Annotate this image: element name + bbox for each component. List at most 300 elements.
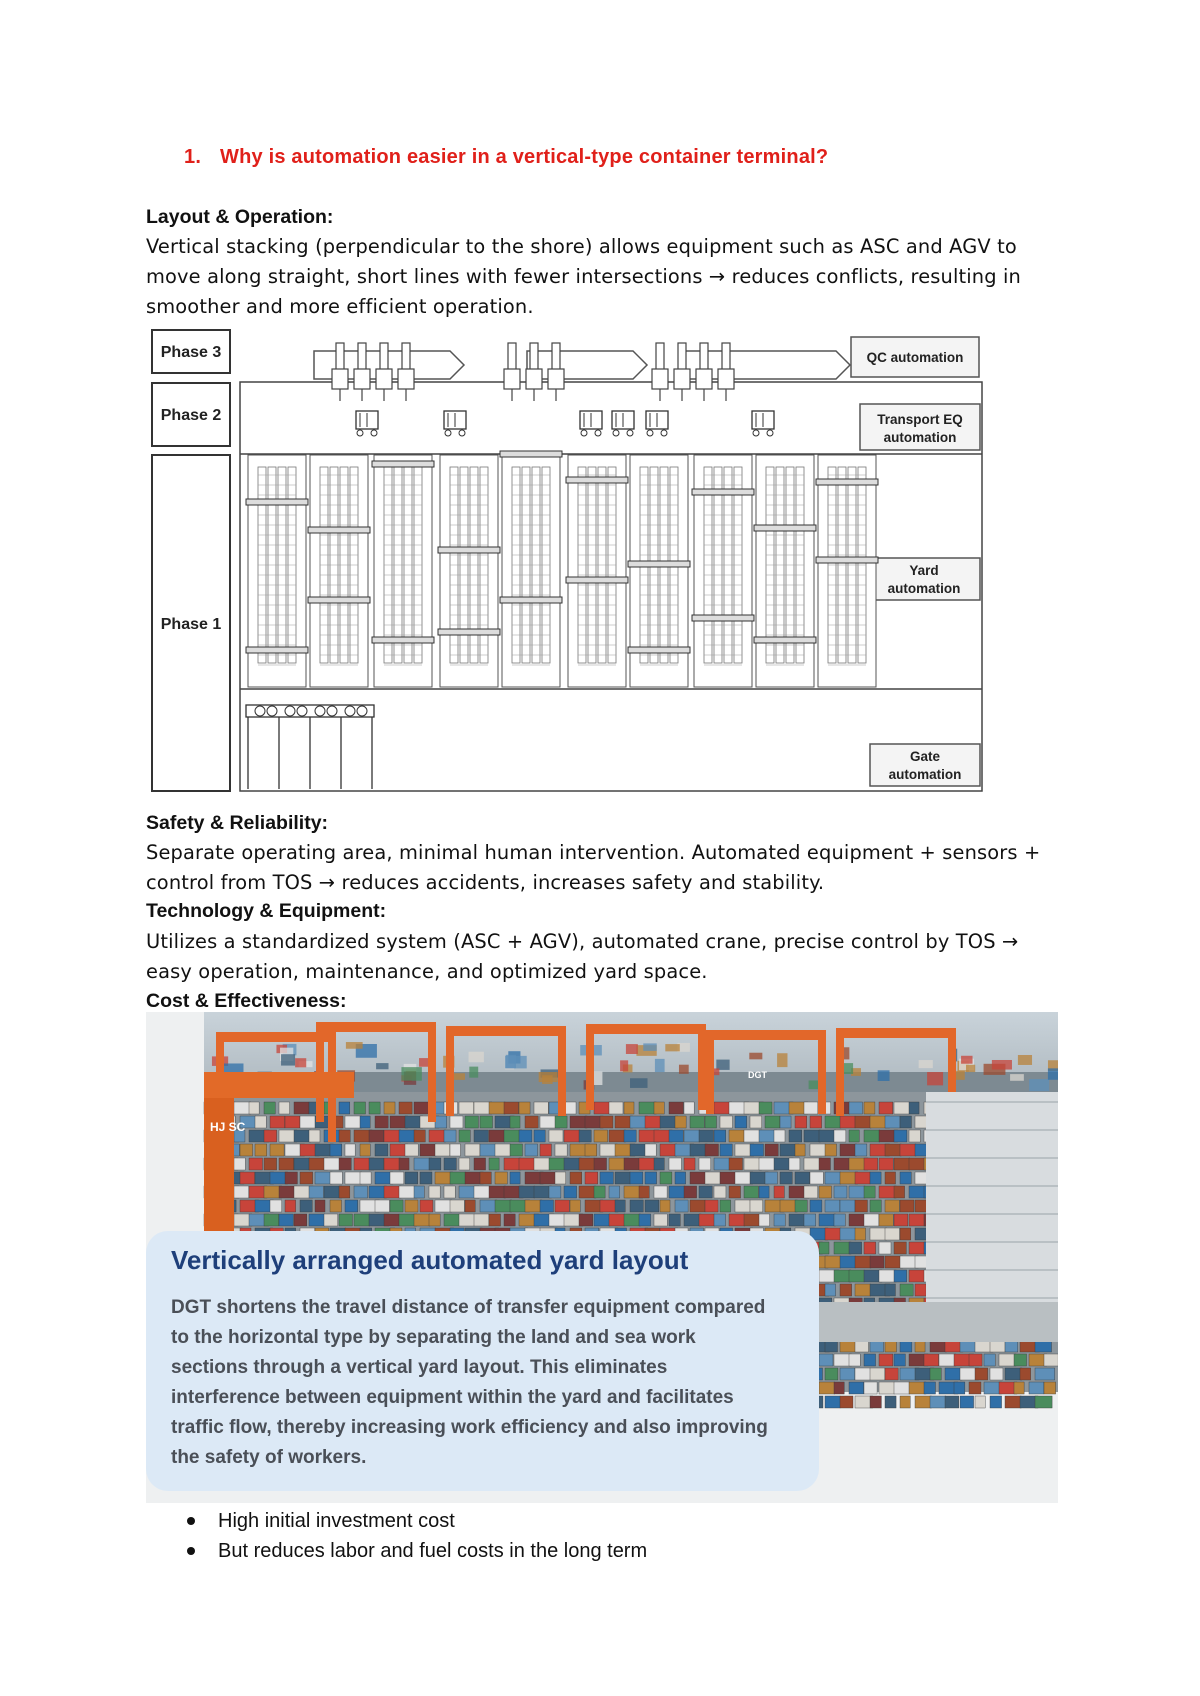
- gate-lane-icon: [285, 706, 295, 716]
- stacked-container: [375, 1116, 388, 1128]
- stacked-container: [714, 1130, 726, 1142]
- stacked-container: [339, 1130, 350, 1142]
- stacked-container: [255, 1144, 267, 1156]
- stacked-container: [804, 1214, 816, 1226]
- asc-crane: [308, 527, 370, 533]
- stacked-container: [990, 1368, 1003, 1380]
- stacked-container: [555, 1200, 569, 1212]
- stacked-container: [570, 1116, 587, 1128]
- asc-crane: [246, 499, 308, 505]
- section-body-safety: Separate operating area, minimal human intervention. Automated equipment + sensors + control from TOS → reduces accidents, increases safety and stability.: [146, 841, 1041, 894]
- stacked-container: [654, 1158, 664, 1170]
- stacked-container: [249, 1102, 259, 1114]
- stacked-container: [864, 1130, 880, 1142]
- stacked-container: [480, 1172, 491, 1184]
- foreground-crane-beam: [204, 1072, 354, 1098]
- stacked-container: [519, 1102, 530, 1114]
- stacked-container: [480, 1200, 497, 1212]
- asc-crane: [438, 629, 500, 635]
- stacked-container: [975, 1396, 985, 1408]
- yard-block: [502, 455, 560, 687]
- stacked-container: [420, 1144, 436, 1156]
- stacked-container: [819, 1382, 835, 1394]
- stacked-container: [669, 1102, 683, 1114]
- stacked-container: [594, 1158, 607, 1170]
- stacked-container: [789, 1158, 800, 1170]
- stacked-container: [834, 1186, 847, 1198]
- stacked-container: [669, 1130, 683, 1142]
- qc-crane-head: [674, 369, 690, 389]
- stacked-container: [414, 1186, 424, 1198]
- phase3-label: Phase 3: [160, 344, 222, 361]
- stacked-container: [729, 1130, 744, 1142]
- transport-label-line2: automation: [883, 430, 957, 445]
- qc-crane-head: [332, 369, 348, 389]
- agv-wheel: [357, 430, 363, 436]
- stacked-container: [984, 1354, 995, 1366]
- stacked-container: [549, 1186, 561, 1198]
- stacked-container: [789, 1130, 802, 1142]
- agv-wheel: [595, 430, 601, 436]
- figure-body-line: sections through a vertical yard layout. This eliminates: [171, 1357, 668, 1378]
- stacked-container: [285, 1172, 297, 1184]
- stacked-container: [654, 1102, 664, 1114]
- stacked-container: [714, 1186, 726, 1198]
- gantry-leg: [558, 1026, 566, 1116]
- distant-container: [469, 1052, 484, 1063]
- stacked-container: [825, 1116, 841, 1128]
- stacked-container: [879, 1270, 896, 1282]
- photo-mark-dgt: DGT: [748, 1070, 767, 1080]
- stacked-container: [309, 1130, 320, 1142]
- stacked-container: [339, 1186, 350, 1198]
- stacked-container: [450, 1116, 463, 1128]
- stacked-container: [849, 1354, 860, 1366]
- stacked-container: [840, 1116, 855, 1128]
- stacked-container: [825, 1172, 841, 1184]
- stacked-container: [480, 1144, 495, 1156]
- stacked-container: [864, 1354, 876, 1366]
- stacked-container: [474, 1158, 486, 1170]
- stacked-container: [795, 1144, 805, 1156]
- asc-crane: [566, 577, 628, 583]
- stacked-container: [375, 1144, 388, 1156]
- asc-crane: [628, 561, 690, 567]
- stacked-container: [300, 1172, 313, 1184]
- stacked-container: [639, 1102, 656, 1114]
- stacked-container: [465, 1144, 480, 1156]
- gate-lane-icon: [345, 706, 355, 716]
- stacked-container: [684, 1102, 694, 1114]
- stacked-container: [1014, 1382, 1024, 1394]
- stacked-container: [840, 1144, 857, 1156]
- stacked-container: [414, 1102, 429, 1114]
- list-item: [184, 1506, 647, 1536]
- stacked-container: [309, 1214, 325, 1226]
- stacked-container: [825, 1228, 841, 1240]
- distant-container: [1029, 1079, 1049, 1091]
- stacked-container: [759, 1102, 772, 1114]
- figure-body: [171, 1293, 811, 1473]
- distant-container: [927, 1072, 943, 1085]
- stacked-container: [894, 1158, 910, 1170]
- yard-block: [568, 455, 626, 687]
- stacked-container: [555, 1116, 567, 1128]
- ship-2: [527, 351, 647, 379]
- stacked-container: [675, 1200, 688, 1212]
- stacked-container: [855, 1172, 870, 1184]
- stacked-container: [384, 1130, 401, 1142]
- stacked-container: [405, 1144, 418, 1156]
- stacked-container: [525, 1200, 542, 1212]
- stacked-container: [819, 1214, 835, 1226]
- stacked-container: [435, 1116, 447, 1128]
- stacked-container: [309, 1186, 324, 1198]
- stacked-container: [945, 1368, 962, 1380]
- agv-wheel: [767, 430, 773, 436]
- stacked-container: [519, 1186, 535, 1198]
- stacked-container: [720, 1200, 731, 1212]
- stacked-container: [360, 1172, 371, 1184]
- qc-crane-head: [354, 369, 370, 389]
- stacked-container: [375, 1200, 389, 1212]
- gantry-leg: [836, 1028, 844, 1116]
- stacked-container: [459, 1214, 474, 1226]
- asc-crane: [500, 597, 562, 603]
- asc-crane: [816, 557, 878, 563]
- stacked-container: [570, 1200, 580, 1212]
- stacked-container: [345, 1172, 362, 1184]
- stacked-container: [765, 1144, 778, 1156]
- stacked-container: [864, 1102, 875, 1114]
- stacked-container: [435, 1144, 450, 1156]
- stacked-container: [294, 1214, 307, 1226]
- stacked-container: [855, 1368, 870, 1380]
- stacked-container: [624, 1130, 636, 1142]
- stacked-container: [804, 1186, 818, 1198]
- stacked-container: [609, 1130, 626, 1142]
- agv-wheel: [581, 430, 587, 436]
- stacked-container: [660, 1200, 670, 1212]
- figure-body-line: interference between equipment within the yard and facilitates: [171, 1387, 734, 1408]
- yard-label-line2: automation: [887, 581, 961, 596]
- stacked-container: [579, 1130, 591, 1142]
- stacked-container: [699, 1186, 712, 1198]
- stacked-container: [654, 1186, 667, 1198]
- stacked-container: [849, 1130, 859, 1142]
- stacked-container: [915, 1396, 931, 1408]
- stacked-container: [804, 1102, 818, 1114]
- stacked-container: [654, 1214, 667, 1226]
- stacked-container: [744, 1214, 759, 1226]
- stacked-container: [684, 1158, 695, 1170]
- agv-wheel: [371, 430, 377, 436]
- distant-container: [626, 1044, 638, 1054]
- gate-lane-icon: [315, 706, 325, 716]
- stacked-container: [975, 1368, 988, 1380]
- stacked-container: [474, 1186, 490, 1198]
- stacked-container: [900, 1200, 914, 1212]
- stacked-container: [489, 1158, 499, 1170]
- stacked-container: [345, 1200, 358, 1212]
- stacked-container: [444, 1158, 456, 1170]
- stacked-container: [909, 1102, 919, 1114]
- question-number: 1.: [184, 146, 202, 168]
- distant-container: [777, 1053, 787, 1067]
- stacked-container: [534, 1130, 545, 1142]
- stacked-container: [600, 1144, 617, 1156]
- stacked-container: [894, 1382, 910, 1394]
- stacked-container: [504, 1214, 515, 1226]
- stacked-container: [639, 1186, 649, 1198]
- stacked-container: [690, 1144, 707, 1156]
- stacked-container: [780, 1200, 797, 1212]
- stacked-container: [855, 1256, 871, 1268]
- stacked-container: [885, 1368, 898, 1380]
- qc-label: QC automation: [866, 350, 964, 365]
- bullet-icon: [187, 1547, 195, 1555]
- stacked-container: [609, 1186, 620, 1198]
- distant-container: [542, 1075, 552, 1084]
- yard-label-line1: Yard: [909, 563, 939, 578]
- stacked-container: [285, 1116, 300, 1128]
- agv-wheel: [613, 430, 619, 436]
- stacked-container: [840, 1200, 855, 1212]
- stacked-container: [825, 1144, 836, 1156]
- stacked-container: [264, 1158, 277, 1170]
- gantry-beam: [836, 1028, 956, 1038]
- stacked-container: [564, 1130, 580, 1142]
- stacked-container: [525, 1144, 538, 1156]
- stacked-container: [429, 1158, 441, 1170]
- stacked-container: [849, 1242, 862, 1254]
- stacked-container: [399, 1158, 409, 1170]
- stacked-container: [750, 1144, 764, 1156]
- stacked-container: [720, 1144, 732, 1156]
- stacked-container: [624, 1214, 640, 1226]
- stacked-container: [759, 1214, 770, 1226]
- stacked-container: [429, 1214, 440, 1226]
- stacked-container: [945, 1396, 959, 1408]
- stacked-container: [744, 1186, 758, 1198]
- stacked-container: [1020, 1368, 1031, 1380]
- stacked-container: [600, 1172, 613, 1184]
- stacked-container: [735, 1200, 750, 1212]
- stacked-container: [645, 1172, 657, 1184]
- stacked-container: [825, 1396, 840, 1408]
- stacked-container: [390, 1200, 403, 1212]
- stacked-container: [879, 1242, 891, 1254]
- yard-block: [310, 455, 368, 687]
- stacked-container: [345, 1116, 362, 1128]
- stacked-container: [765, 1116, 780, 1128]
- stacked-container: [279, 1214, 293, 1226]
- stacked-container: [489, 1102, 505, 1114]
- stacked-container: [330, 1200, 341, 1212]
- stacked-container: [870, 1172, 881, 1184]
- distant-container: [281, 1054, 295, 1065]
- stacked-container: [729, 1158, 743, 1170]
- stacked-container: [750, 1200, 763, 1212]
- asc-crane: [754, 637, 816, 643]
- stacked-container: [885, 1172, 896, 1184]
- stacked-container: [369, 1130, 384, 1142]
- stacked-container: [270, 1144, 284, 1156]
- stacked-container: [384, 1186, 401, 1198]
- asc-crane: [500, 451, 562, 457]
- stacked-container: [879, 1102, 893, 1114]
- stacked-container: [450, 1144, 460, 1156]
- stacked-container: [834, 1130, 846, 1142]
- distant-container: [992, 1060, 1012, 1070]
- stacked-container: [999, 1354, 1016, 1366]
- stacked-container: [579, 1186, 596, 1198]
- stacked-container: [774, 1214, 785, 1226]
- stacked-container: [594, 1130, 608, 1142]
- stacked-container: [564, 1158, 581, 1170]
- stacked-container: [795, 1172, 810, 1184]
- stacked-container: [705, 1200, 718, 1212]
- stacked-container: [885, 1284, 895, 1296]
- stacked-container: [480, 1116, 492, 1128]
- stacked-container: [429, 1130, 446, 1142]
- stacked-container: [699, 1130, 713, 1142]
- stacked-container: [465, 1116, 478, 1128]
- stacked-container: [774, 1130, 785, 1142]
- stacked-container: [369, 1102, 380, 1114]
- stacked-container: [330, 1172, 342, 1184]
- stacked-container: [879, 1158, 893, 1170]
- stacked-container: [579, 1214, 593, 1226]
- stacked-container: [810, 1172, 823, 1184]
- stacked-container: [855, 1228, 866, 1240]
- stacked-container: [840, 1368, 855, 1380]
- gantry-beam: [586, 1024, 706, 1034]
- section-body-technology: Utilizes a standardized system (ASC + AGV), automated crane, precise control by TOS → easy operation, maintenance, and optimized yard space.: [146, 930, 1019, 983]
- qc-crane-head: [376, 369, 392, 389]
- stacked-container: [489, 1130, 505, 1142]
- stacked-container: [900, 1396, 910, 1408]
- stacked-container: [894, 1214, 908, 1226]
- stacked-container: [339, 1214, 352, 1226]
- stacked-container: [894, 1102, 909, 1114]
- stacked-container: [510, 1116, 520, 1128]
- stacked-container: [855, 1144, 867, 1156]
- distant-container: [295, 1058, 306, 1067]
- stacked-container: [729, 1214, 745, 1226]
- stacked-container: [345, 1144, 355, 1156]
- stacked-container: [249, 1158, 262, 1170]
- stacked-container: [294, 1158, 310, 1170]
- stacked-container: [360, 1116, 370, 1128]
- stacked-container: [435, 1200, 452, 1212]
- stacked-container: [690, 1116, 704, 1128]
- stacked-container: [819, 1242, 829, 1254]
- yard-block: [374, 455, 432, 687]
- agv-wheel: [627, 430, 633, 436]
- stacked-container: [450, 1172, 465, 1184]
- stacked-container: [669, 1158, 681, 1170]
- stacked-container: [939, 1354, 956, 1366]
- figure-title: Vertically arranged automated yard layout: [171, 1245, 689, 1275]
- stacked-container: [909, 1382, 926, 1394]
- stacked-container: [864, 1158, 878, 1170]
- stacked-container: [510, 1172, 520, 1184]
- stacked-container: [885, 1144, 901, 1156]
- stacked-container: [735, 1116, 747, 1128]
- stacked-container: [594, 1186, 605, 1198]
- distant-container: [376, 1063, 388, 1069]
- distant-container: [655, 1059, 665, 1072]
- stacked-container: [330, 1144, 342, 1156]
- stacked-container: [474, 1130, 488, 1142]
- agv-wheel: [445, 430, 451, 436]
- agv-wheel: [661, 430, 667, 436]
- stacked-container: [849, 1382, 864, 1394]
- stacked-container: [825, 1256, 841, 1268]
- stacked-container: [645, 1144, 656, 1156]
- stacked-container: [900, 1284, 913, 1296]
- stacked-container: [525, 1116, 538, 1128]
- stacked-container: [879, 1214, 893, 1226]
- stacked-container: [969, 1382, 981, 1394]
- stacked-container: [534, 1186, 551, 1198]
- distant-container: [716, 1060, 729, 1070]
- stacked-container: [420, 1172, 432, 1184]
- figure-body-line: DGT shortens the travel distance of transfer equipment compared: [171, 1297, 766, 1318]
- gantry-leg: [698, 1024, 706, 1110]
- stacked-container: [504, 1102, 519, 1114]
- stacked-container: [795, 1116, 807, 1128]
- asc-crane: [438, 547, 500, 553]
- distant-container: [961, 1056, 972, 1064]
- stacked-container: [864, 1186, 875, 1198]
- gantry-leg: [586, 1024, 594, 1110]
- stacked-container: [840, 1284, 852, 1296]
- stacked-container: [840, 1256, 855, 1268]
- gantry-beam: [316, 1022, 436, 1032]
- stacked-container: [1035, 1368, 1055, 1380]
- stacked-container: [909, 1242, 925, 1254]
- stacked-container: [384, 1158, 401, 1170]
- qc-crane-head: [652, 369, 668, 389]
- stacked-container: [600, 1116, 613, 1128]
- stacked-container: [729, 1186, 741, 1198]
- stacked-container: [780, 1116, 791, 1128]
- stacked-container: [675, 1116, 686, 1128]
- stacked-container: [819, 1354, 833, 1366]
- qc-crane-head: [526, 369, 542, 389]
- stacked-container: [534, 1158, 551, 1170]
- qc-crane-head: [398, 369, 414, 389]
- stacked-container: [510, 1144, 522, 1156]
- stacked-container: [630, 1172, 643, 1184]
- stacked-container: [294, 1102, 309, 1114]
- stacked-container: [774, 1186, 784, 1198]
- distant-container: [919, 1060, 933, 1068]
- stacked-container: [240, 1172, 255, 1184]
- stacked-container: [339, 1158, 351, 1170]
- stacked-container: [810, 1116, 822, 1128]
- stacked-container: [489, 1214, 500, 1226]
- transport-label-line1: Transport EQ: [877, 412, 963, 427]
- stacked-container: [630, 1200, 643, 1212]
- stacked-container: [669, 1186, 685, 1198]
- stacked-container: [240, 1144, 253, 1156]
- section-title-cost: Cost & Effectiveness:: [146, 990, 347, 1012]
- stacked-container: [849, 1102, 862, 1114]
- stacked-container: [354, 1214, 370, 1226]
